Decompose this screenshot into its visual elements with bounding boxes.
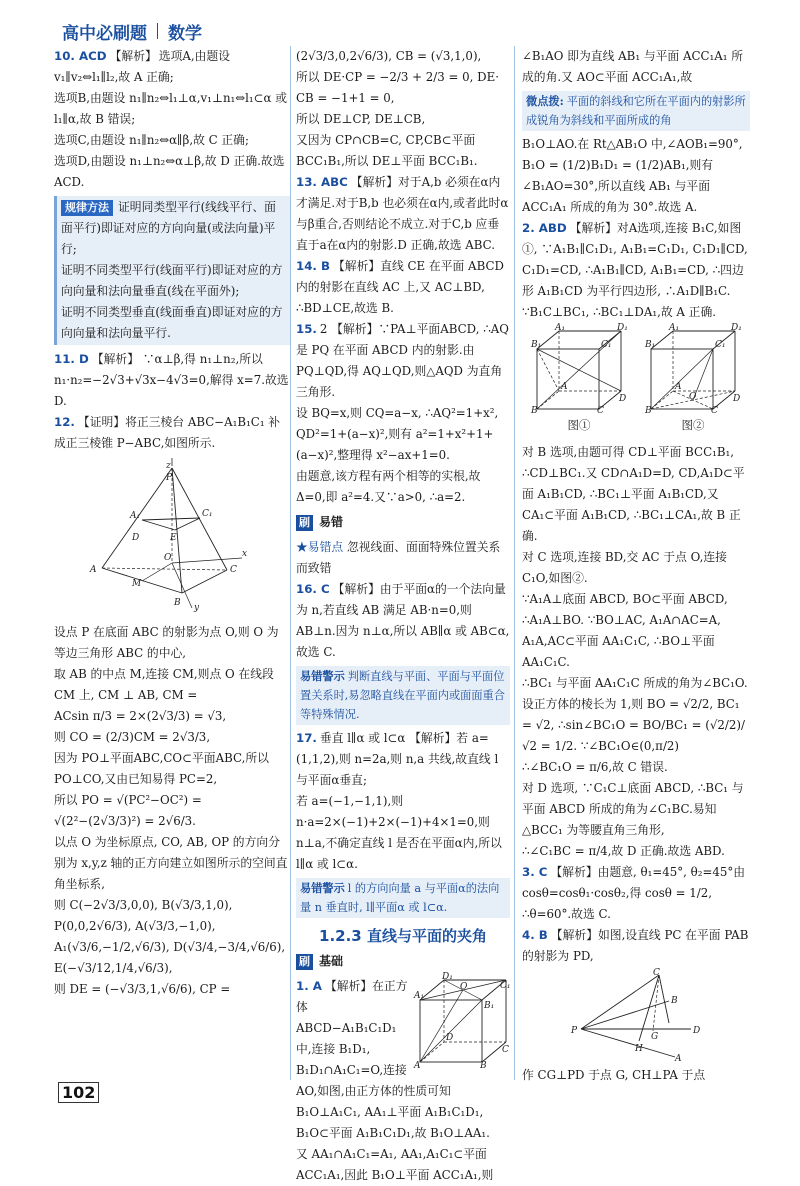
solution-text: 【解析】在正方体 ABCD−A₁B₁C₁D₁ 中,连接 B₁D₁, B₁D₁∩A₁C₁=O,连接 AO,如图,由正方体的性质可知 B₁O⊥A₁C₁, AA₁⊥平面 A₁B₁C₁D₁, B₁O⊂平面 A₁B₁C₁D₁,故 B₁O⊥AA₁.: [296, 979, 490, 1140]
page-header: [62, 18, 202, 44]
svg-text:A: A: [561, 382, 568, 392]
solution-text: 【解析】如图,设直线 PC 在平面 PAB 的射影为 PD,: [522, 928, 749, 963]
easy-error-header: [296, 512, 510, 533]
svg-text:C: C: [653, 968, 660, 978]
problem-11: [54, 349, 290, 412]
problem-3: [522, 862, 750, 925]
subject-title: 数学: [168, 23, 202, 44]
problem-number: 10. ACD: [54, 49, 107, 63]
svg-text:C₁: C₁: [202, 509, 213, 519]
solution-line: E(−√3/12,1/4,√6/3),: [54, 961, 173, 975]
solution-line: ACsin π/3 = 2×(2√3/3) = √3,: [54, 709, 227, 723]
svg-text:B₁: B₁: [645, 340, 656, 350]
svg-text:D: D: [619, 394, 627, 404]
svg-text:C₁: C₁: [601, 340, 612, 350]
svg-text:B₁: B₁: [531, 340, 542, 350]
problem-4: [522, 925, 750, 967]
solution-line: ∴BC₁ 与平面 AA₁C₁C 所成的角为∠BC₁O.设正方体的棱长为 1,则 BO = √2/2, BC₁ = √2, ∴sin∠BC₁O = BO/BC₁ = (√2/2)/√2 = 1/2. ∵∠BC₁O∈(0,π/2): [522, 676, 748, 753]
solution-line: √(2²−(2√3/3)²) = 2√6/3.: [54, 814, 196, 828]
svg-text:E: E: [170, 533, 177, 543]
figure-captions: [522, 415, 750, 436]
svg-text:D₁: D₁: [731, 323, 742, 333]
solution-line: B₁O⊥AO.在 Rt△AB₁O 中,∠AOB₁=90°, B₁O = (1/2)B₁D₁ = (1/2)AB₁,则有 ∠B₁AO=30°,所以直线 AB₁ 与平面 ACC₁A₁ 所成的角为 30°.故选 A.: [522, 137, 743, 214]
answer: 垂直 l∥α 或 l⊂α: [319, 731, 406, 745]
brush-icon: 刷: [296, 515, 313, 531]
method-box: [54, 196, 290, 345]
figure-caption-1: 图①: [567, 418, 591, 432]
problem-number: 12.: [54, 415, 75, 429]
svg-text:P: P: [166, 473, 173, 483]
solution-text: 【解析】由于平面α的一个法向量为 n,若直线 AB 满足 AB·n=0,则 AB⊥n.因为 n⊥α,所以 AB∥α 或 AB⊂α,故选 C.: [296, 582, 510, 659]
svg-text:D: D: [446, 1033, 454, 1043]
solution-line: 所以 PO = √(PC²−OC²) =: [54, 793, 202, 807]
column-3: [522, 46, 750, 1086]
problem-15: [296, 319, 510, 403]
tip-label: 微点拨:: [526, 94, 564, 108]
solution-line: 设点 P 在底面 ABC 的射影为点 O,则 O 为等边三角形 ABC 的中心,: [54, 625, 279, 660]
svg-text:A₁: A₁: [130, 511, 141, 521]
svg-text:B₁: B₁: [484, 1001, 495, 1011]
svg-text:C: C: [597, 406, 604, 416]
solution-line: 以点 O 为坐标原点, CO, AB, OP 的方向分别为 x,y,z 轴的正方向建立如图所示的空间直角坐标系,: [54, 835, 288, 891]
svg-text:O: O: [460, 982, 468, 992]
svg-text:D₁: D₁: [617, 323, 628, 333]
tip-text: 平面的斜线和它所在平面内的射影所成锐角为斜线和平面所成的角: [526, 95, 746, 127]
solution-line: 设 BQ=x,则 CQ=a−x, ∴AQ²=1+x², QD²=1+(a−x)²,则有 a²=1+x²+1+(a−x)²,整理得 x²−ax+1=0.: [296, 406, 499, 462]
problem-number: 14. B: [296, 259, 330, 273]
svg-text:C: C: [230, 565, 237, 575]
svg-text:D: D: [733, 394, 741, 404]
projection-figure: [571, 968, 701, 1064]
solution-line: 又 AA₁∩A₁C₁=A₁, AA₁,A₁C₁⊂平面 ACC₁A₁,因此 B₁O⊥平面 ACC₁A₁,则: [296, 1147, 494, 1182]
column-divider-2: [514, 46, 515, 1080]
problem-number: 4. B: [522, 928, 548, 942]
problem-10: [54, 46, 290, 88]
warning-label: 易错警示: [300, 669, 345, 683]
warning-text: l 的方向向量 a 与平面α的法向量 n 垂直时, l∥平面α 或 l⊂α.: [300, 882, 500, 914]
column-2: [296, 46, 511, 1182]
solution-line: ∵A₁A⊥底面 ABCD, BO⊂平面 ABCD, ∴A₁A⊥BO. ∵BO⊥AC, A₁A∩AC=A, A₁A,AC⊂平面 AA₁C₁C, ∴BO⊥平面 AA₁C₁C.: [522, 592, 728, 669]
solution-line: 由题意,该方程有两个相等的实根,故 Δ=0,即 a²=4.又∵a>0, ∴a=2.: [296, 469, 481, 504]
problem-number: 2. ABD: [522, 221, 567, 235]
cube-figures: [522, 323, 750, 416]
answer: 2: [319, 322, 328, 336]
solution-line: CB = −1+1 = 0,: [296, 91, 395, 105]
solution-text: 【解析】∵PA⊥平面ABCD, ∴AQ 是 PQ 在平面 ABCD 内的射影.由 PQ⊥QD,得 AQ⊥QD,则△AQD 为直角三角形.: [296, 322, 509, 399]
svg-text:C: C: [711, 406, 718, 416]
solution-text: 【解析】由题意, θ₁=45°, θ₂=45°由 cosθ=cosθ₁·cosθ₂,得 cosθ = 1/2, ∴θ=60°.故选 C.: [522, 865, 746, 921]
solution-line: 则 DE = (−√3/3,1,√6/6), CP =: [54, 982, 231, 996]
easy-error-title: 易错: [319, 515, 344, 529]
solution-line: 则 C(−2√3/3,0,0), B(√3/3,1,0),: [54, 898, 233, 912]
header-divider: [157, 23, 158, 39]
problem-number: 11. D: [54, 352, 89, 366]
svg-text:x: x: [242, 549, 248, 559]
svg-text:C: C: [502, 1045, 509, 1055]
column-divider-1: [290, 46, 291, 1080]
svg-text:A₁: A₁: [669, 323, 680, 333]
solution-line: 对 B 选项,由题可得 CD⊥平面 BCC₁B₁, ∴CD⊥BC₁.又 CD∩A₁D=D, CD,A₁D⊂平面 A₁B₁CD, ∴BC₁⊥平面 A₁B₁CD,又 CA₁⊂平面 A₁B₁CD, ∴BC₁⊥CA₁,故 B 正确.: [522, 445, 745, 543]
solution-line: 对 C 选项,连接 BD,交 AC 于点 O,连接 C₁O,如图②.: [522, 550, 727, 585]
svg-text:M: M: [132, 579, 142, 589]
solution-line: 对 D 选项, ∵C₁C⊥底面 ABCD, ∴BC₁ 与平面 ABCD 所成的角为∠C₁BC.易知△BCC₁ 为等腰直角三角形,: [522, 781, 744, 837]
solution-line: 则 CO = (2/3)CM = 2√3/3,: [54, 730, 211, 744]
svg-text:B: B: [671, 996, 678, 1006]
solution-line: A₁(√3/6,−1/2,√6/3), D(√3/4,−3/4,√6/6),: [54, 940, 286, 954]
svg-text:C₁: C₁: [500, 981, 511, 991]
solution-line: 又因为 CP∩CB=C, CP,CB⊂平面 BCC₁B₁,所以 DE⊥平面 BCC₁B₁.: [296, 133, 478, 168]
cube-figure-1: [531, 323, 628, 416]
solution-text: 【解析】直线 CE 在平面 ABCD 内的射影在直线 AC 上,又 AC⊥BD, ∴BD⊥CE,故选 B.: [296, 259, 504, 315]
solution-text: 【证明】将正三棱台 ABC−A₁B₁C₁ 补成正三棱锥 P−ABC,如图所示.: [54, 415, 281, 450]
problem-16: [296, 579, 510, 663]
svg-text:B: B: [174, 598, 181, 608]
pyramid-figure: [82, 458, 262, 618]
method-line: 证明不同类型平行(线面平行)即证对应的方向向量和法向量垂直(线在平面外);: [61, 263, 283, 298]
solution-line: 若 a=(−1,−1,1),则 n·a=2×(−1)+2×(−1)+4×1=0,则 n⊥a,不确定直线 l 是否在平面α内,所以 l∥α 或 l⊂α.: [296, 794, 502, 871]
svg-text:A₁: A₁: [414, 991, 425, 1001]
solution-line: 因为 PO⊥平面ABC,CO⊂平面ABC,所以 PO⊥CO,又由已知易得 PC=2,: [54, 751, 269, 786]
basic-title: 基础: [319, 954, 344, 968]
svg-text:A: A: [90, 565, 97, 575]
svg-text:D: D: [693, 1026, 701, 1036]
problem-number: 15.: [296, 322, 317, 336]
svg-text:A: A: [414, 1061, 421, 1071]
problem-number: 1. A: [296, 979, 322, 993]
svg-text:z: z: [166, 461, 171, 471]
easy-error-label: ★易错点: [296, 540, 344, 554]
problem-14: [296, 256, 510, 319]
solution-line: ∠B₁AO 即为直线 AB₁ 与平面 ACC₁A₁ 所成的角.又 AO⊂平面 ACC₁A₁,故: [522, 49, 744, 84]
cube-figure-problem-1: [414, 972, 511, 1071]
solution-text: 【解析】若 a=(1,1,2),则 n=2a,则 n,a 共线,故直线 l 与平面α垂直;: [296, 731, 499, 787]
solution-line: 选项D,由题设 n₁⊥n₂⇔α⊥β,故 D 正确.故选 ACD.: [54, 154, 285, 189]
method-line: 证明不同类型垂直(线面垂直)即证对应的方向向量和法向量平行.: [61, 305, 283, 340]
solution-text: 【解析】对A选项,连接 B₁C,如图①, ∵A₁B₁∥C₁D₁, A₁B₁=C₁D₁, C₁D₁∥CD, C₁D₁=CD, ∴A₁B₁∥CD, A₁B₁=CD, ∴四边形 A₁B₁CD 为平行四边形, ∴A₁D∥B₁C. ∵B₁C⊥BC₁, ∴BC₁⊥DA₁,故 A 正确.: [522, 221, 748, 319]
book-title: 高中必刷题: [62, 23, 147, 44]
svg-text:H: H: [635, 1044, 643, 1054]
warning-box: [296, 878, 510, 918]
warning-text: 判断直线与平面、平面与平面位置关系时,易忽略直线在平面内或面面重合等特殊情况.: [300, 670, 505, 721]
solution-line: ∴∠BC₁O = π/6,故 C 错误.: [522, 760, 668, 774]
solution-text: 【解析】 ∵α⊥β,得 n₁⊥n₂,所以 n₁·n₂=−2√3+√3x−4√3=0,解得 x=7.故选 D.: [54, 352, 289, 408]
svg-text:y: y: [194, 603, 200, 613]
column-1: [54, 46, 290, 1086]
figure-caption-2: 图②: [681, 418, 705, 432]
method-line: 证明同类型平行(线线平行、面面平行)即证对应的方向向量(或法向量)平行;: [61, 200, 276, 256]
solution-line: 取 AB 的中点 M,连接 CM,则点 O 在线段 CM 上, CM ⊥ AB, CM =: [54, 667, 274, 702]
warning-box: [296, 666, 510, 725]
svg-text:O: O: [689, 392, 697, 402]
solution-text: 选项A,由题设 v₁∥v₂⇔l₁∥l₂,故 A 正确;: [54, 49, 231, 84]
problem-2: [522, 218, 750, 323]
solution-line: 选项B,由题设 n₁∥n₂⇔l₁⊥α,v₁⊥n₁⇔l₁⊂α 或 l₁∥α,故 B 错误;: [54, 91, 288, 126]
section-title: 1.2.3 直线与平面的夹角: [319, 927, 487, 945]
solution-line: 选项C,由题设 n₁∥n₂⇔α∥β,故 C 正确;: [54, 133, 249, 147]
solution-line: (2√3/3,0,2√6/3), CB = (√3,1,0),: [296, 49, 482, 63]
solution-line: 所以 DE·CP = −2/3 + 2/3 = 0, DE·: [296, 70, 499, 84]
warning-label: 易错警示: [300, 881, 345, 895]
problem-number: 17.: [296, 731, 317, 745]
problem-17: [296, 728, 510, 791]
problem-12: [54, 412, 290, 454]
problem-number: 13. ABC: [296, 175, 348, 189]
solution-text: 【解析】对于A,b 必须在α内才满足.对于B,b 也必须在α内,或者此时α与β重合,否则结论不成立.对于C,b 应垂直于a在α内的射影.D 正确,故选 ABC.: [296, 175, 509, 252]
easy-error-text: 忽视线面、面面特殊位置关系而致错: [296, 540, 501, 575]
tip-box: [522, 91, 750, 131]
problem-13: [296, 172, 510, 256]
svg-text:B: B: [531, 406, 538, 416]
solution-tag: 【解析】: [109, 49, 157, 63]
basic-header: [296, 951, 510, 972]
svg-text:A₁: A₁: [555, 323, 566, 333]
svg-text:D₁: D₁: [442, 972, 453, 982]
svg-text:A: A: [675, 1054, 682, 1064]
solution-line: 作 CG⊥PD 于点 G, CH⊥PA 于点: [522, 1068, 706, 1082]
svg-text:C₁: C₁: [715, 340, 726, 350]
solution-line: P(0,0,2√6/3), A(√3/3,−1,0),: [54, 919, 216, 933]
svg-text:G: G: [651, 1032, 659, 1042]
page-number: 102: [58, 1082, 99, 1103]
problem-number: 16. C: [296, 582, 330, 596]
solution-line: 所以 DE⊥CP, DE⊥CB,: [296, 112, 426, 126]
svg-text:D: D: [132, 533, 140, 543]
problem-number: 3. C: [522, 865, 548, 879]
svg-text:B: B: [645, 406, 652, 416]
svg-text:B: B: [480, 1061, 487, 1071]
method-badge: 规律方法: [61, 200, 113, 216]
cube-figure-2: [645, 323, 742, 416]
brush-icon: 刷: [296, 954, 313, 970]
svg-text:A: A: [675, 382, 682, 392]
easy-error-point: [296, 537, 510, 579]
svg-text:P: P: [571, 1026, 578, 1036]
solution-line: ∴∠C₁BC = π/4,故 D 正确.故选 ABD.: [522, 844, 725, 858]
svg-text:O: O: [164, 553, 172, 563]
